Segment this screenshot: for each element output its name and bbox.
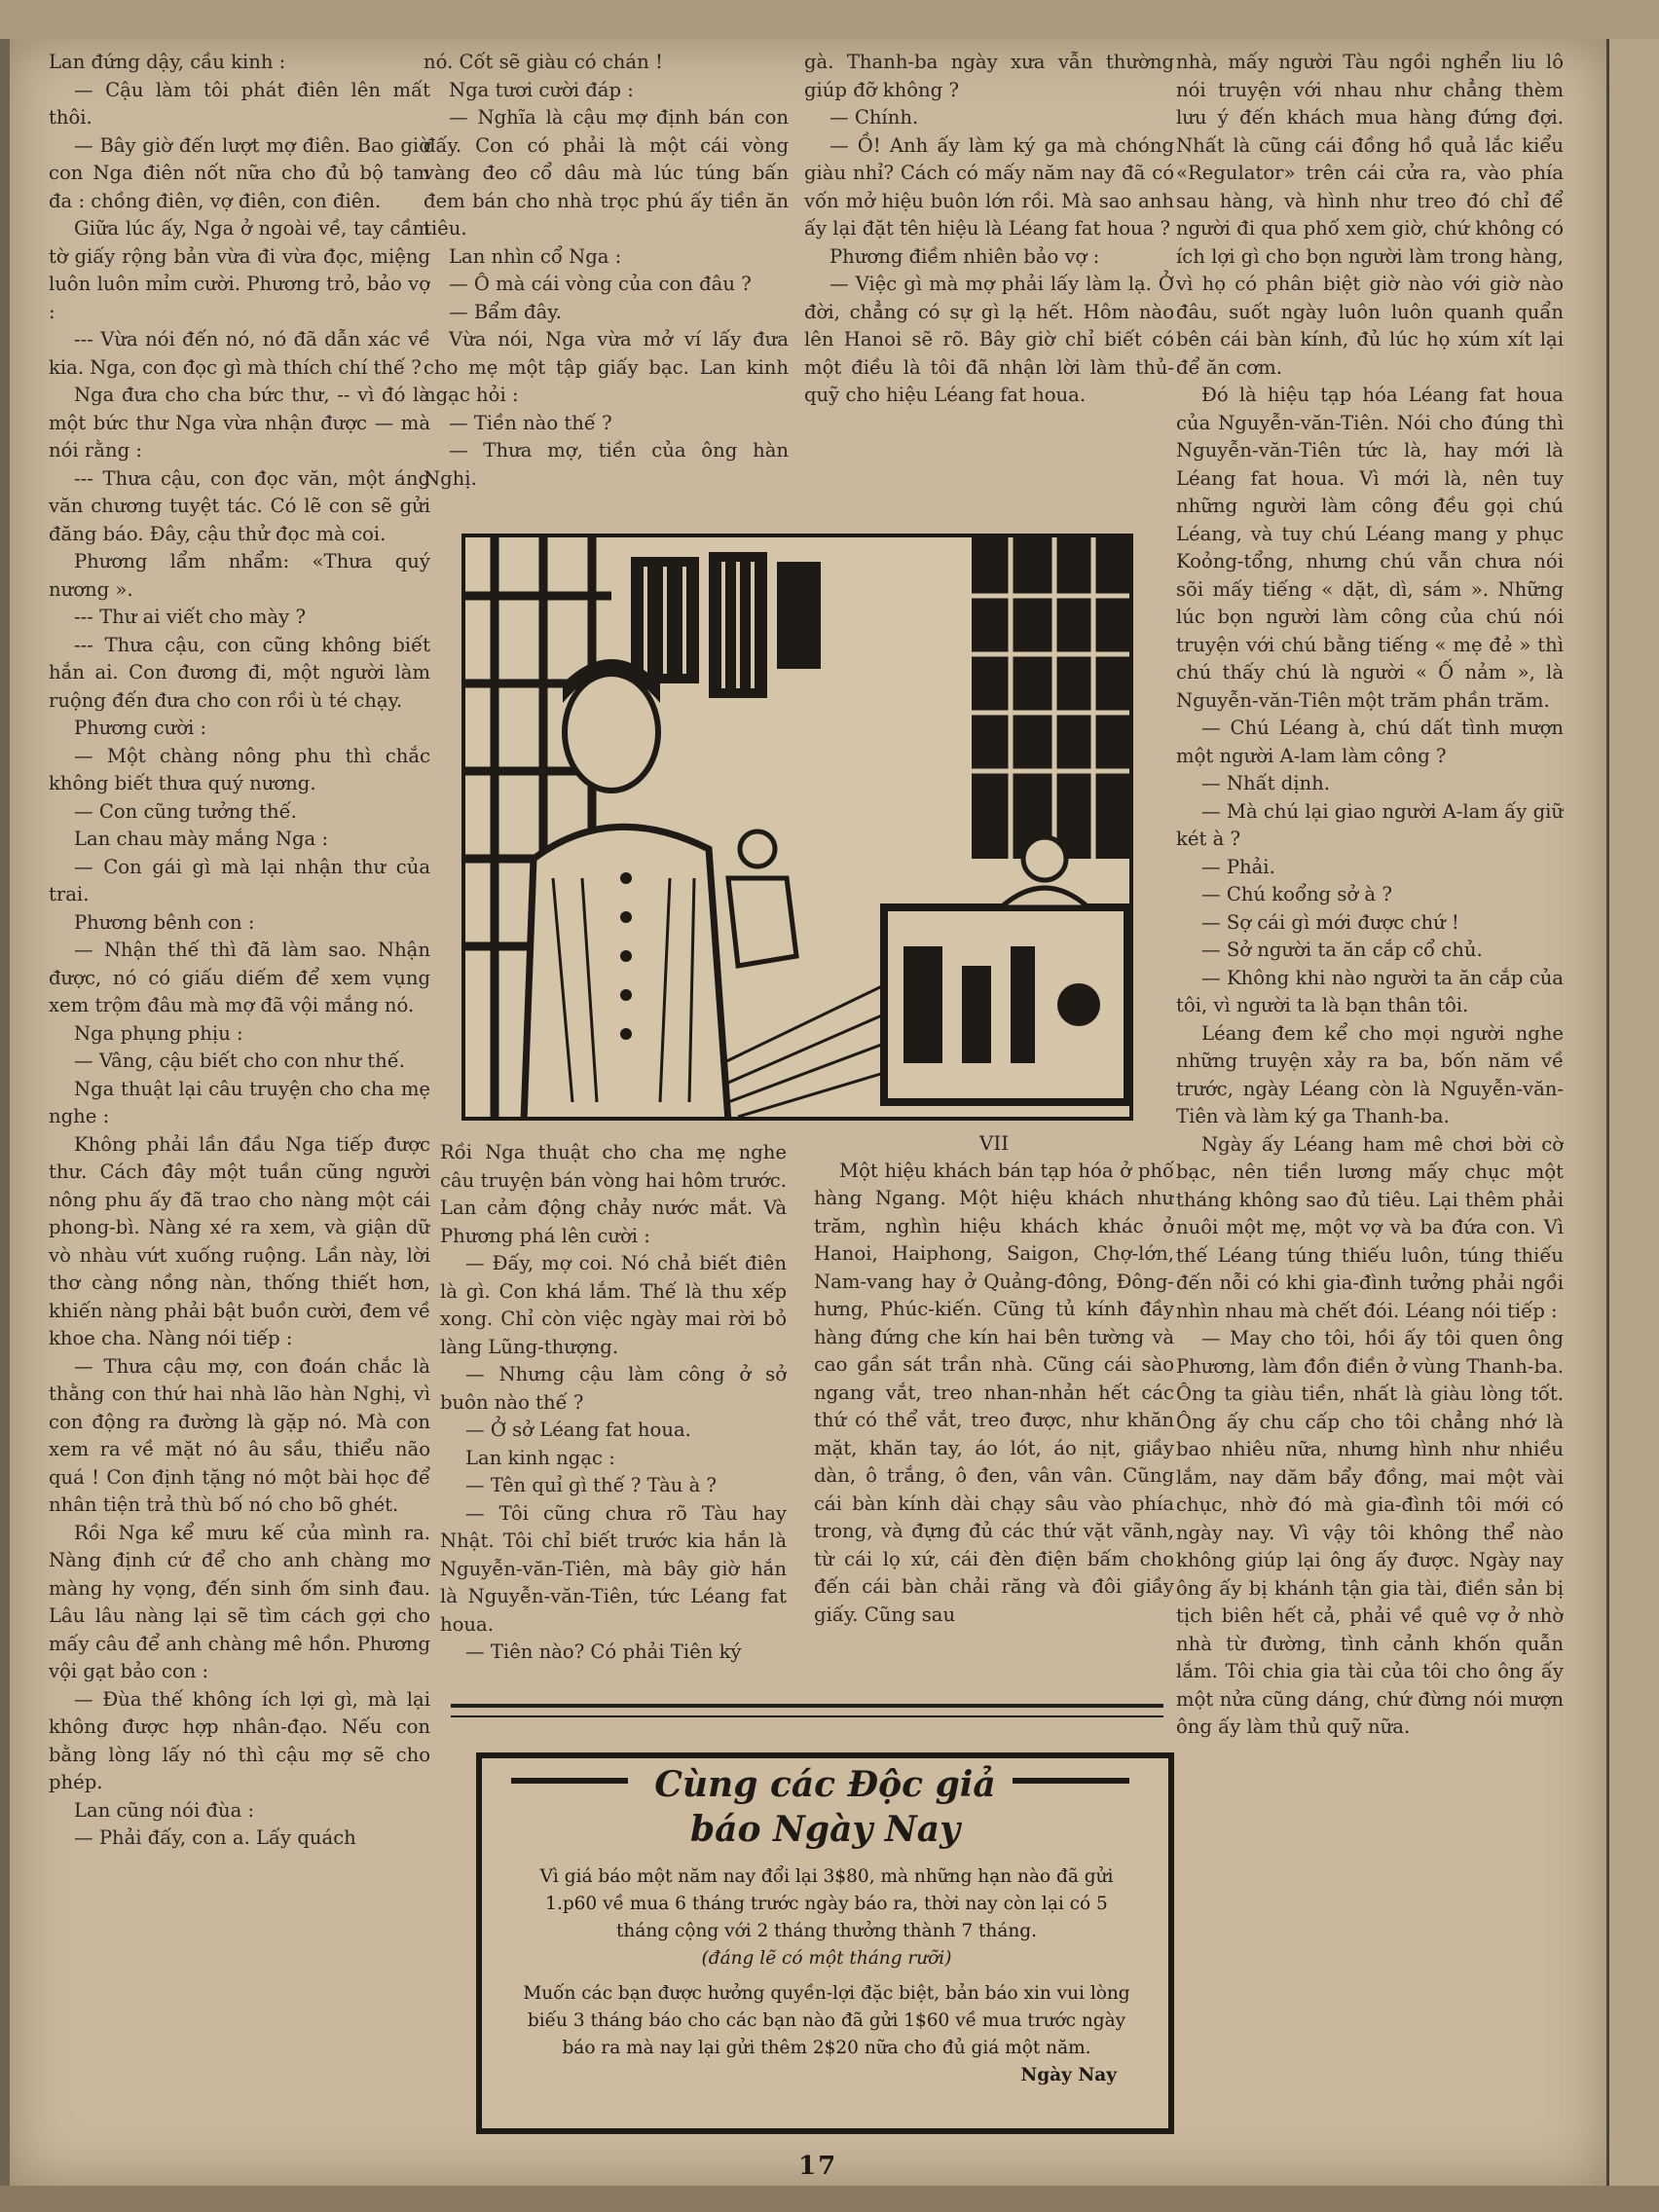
paragraph: --- Vừa nói đến nó, nó đã dẫn xác về kia. Nga, con đọc gì mà thích chí thế ? bbox=[49, 328, 430, 379]
paragraph: Nga tươi cười đáp : bbox=[449, 78, 634, 101]
paragraph: --- Thưa cậu, con đọc văn, một áng văn chương tuyệt tác. Có lẽ con sẽ gửi đăng báo. Đây, cậu thử đọc mà coi. bbox=[49, 466, 430, 545]
paragraph: — Phải đấy, con a. Lấy quách bbox=[74, 1826, 356, 1849]
chapter-heading: VII bbox=[978, 1131, 1010, 1155]
paragraph: Phương lẩm nhẩm: «Thưa quý nương ». bbox=[49, 550, 430, 601]
paragraph: Đó là hiệu tạp hóa Léang fat houa của Nguyễn-văn-Tiên. Nói cho đúng thì Nguyễn-văn-Tiên tức là, hay mới là Léang fat houa. Vì mới là, nên tuy những người làm công đều gọi chú Léang, và tuy chú Léang mang y phục Koỏng-tổng, nhưng chú vẫn chưa nói sõi mấy tiếng « dặt, dì, sám ». Những lúc bọn người làm công của chú nói truyện với chú bằng tiếng « mẹ đẻ » thì chú thấy chú là người « Ố nảm », là Nguyễn-văn-Tiên một trăm phần trăm. bbox=[1176, 384, 1564, 712]
paragraph: — Tôi cũng chưa rõ Tàu hay Nhật. Tôi chỉ biết trước kia hắn là Nguyễn-văn-Tiên, mà bây giờ hắn là Nguyễn-văn-Tiên, tức Léang fat houa. bbox=[440, 1501, 787, 1636]
paragraph: — Nhận thế thì đã làm sao. Nhận được, nó có giấu diếm để xem vụng xem trộm đâu mà mợ đã vội mắng nó. bbox=[49, 939, 430, 1016]
paragraph: — Nghĩa là cậu mợ định bán con đấy. Con có phải là một cái vòng vàng đeo cổ dâu mà lúc túng bấn đem bán cho nhà trọc phú ấy tiền ăn tiêu. bbox=[424, 106, 789, 240]
paragraph: — Bây giờ đến lượt mợ điên. Bao giờ con Nga điên nốt nữa cho đủ bộ tam đa : chồng điên, vợ điên, con điên. bbox=[49, 133, 430, 212]
paragraph: — Không khi nào người ta ăn cắp của tôi, vì người ta là bạn thân tôi. bbox=[1176, 966, 1564, 1016]
page-top-strip bbox=[0, 0, 1659, 39]
article-column-1 bbox=[49, 49, 430, 2142]
shop-woodcut-illustration bbox=[461, 534, 1133, 1121]
paragraph: Lan chau mày mắng Nga : bbox=[74, 828, 329, 850]
paragraph: — Vâng, cậu biết cho con như thế. bbox=[74, 1050, 406, 1072]
page-number: 17 bbox=[798, 2152, 838, 2181]
paragraph: — Một chàng nông phu thì chắc không biết thưa quý nương. bbox=[49, 744, 430, 794]
notice-title-line1: Cùng các Độc giả bbox=[654, 1764, 996, 1805]
paragraph: Rồi Nga kể mưu kế của mình ra. Nàng định cứ để cho anh chàng mơ màng hy vọng, đến sinh ốm sinh đau. Lâu lâu nàng lại sẽ tìm cách gợi cho mấy câu để anh chàng mê hồn. Phương vội gạt bảo con : bbox=[49, 1521, 430, 1682]
paragraph: — Sợ cái gì mới được chứ ! bbox=[1201, 910, 1459, 934]
paragraph: Lan kinh ngạc : bbox=[465, 1446, 615, 1469]
paragraph: Lan nhìn cổ Nga : bbox=[449, 244, 622, 268]
paragraph: — Việc gì mà mợ phải lấy làm lạ. Ở đời, chẳng có sự gì lạ hết. Hôm nào lên Hanoi sẽ rõ. Bây giờ chỉ biết có một điều là tôi đã nhận lời làm thủ-quỹ cho hiệu Léang fat houa. bbox=[804, 273, 1174, 406]
paragraph: Phương bênh con : bbox=[74, 910, 255, 934]
paragraph: — Con gái gì mà lại nhận thư của trai. bbox=[49, 855, 430, 905]
notice-signature: Ngày Nay bbox=[1020, 2065, 1117, 2085]
article-column-2 bbox=[424, 49, 789, 511]
notice-paragraph-2: Muốn các bạn được hưởng quyền-lợi đặc biệt, bản báo xin vui lòng biếu 3 tháng báo cho các bạn nào đã gửi 1$60 về mua trước ngày báo ra mà nay lại gửi thêm 2$20 nữa cho đủ giá một năm. bbox=[523, 1983, 1130, 2058]
paragraph: Phương cười : bbox=[74, 717, 207, 739]
paragraph: --- Thư ai viết cho mày ? bbox=[74, 606, 306, 628]
next-page-edge bbox=[1606, 39, 1659, 2186]
paragraph: — Tiên nào? Có phải Tiên ký bbox=[465, 1641, 742, 1663]
paragraph: — Phải. bbox=[1201, 855, 1275, 878]
paragraph: — Chú koổng sở à ? bbox=[1201, 883, 1392, 905]
article-column-4 bbox=[1176, 49, 1564, 2142]
paragraph: — Thưa mợ, tiền của ông hàn Nghị. bbox=[424, 439, 789, 490]
paragraph: — Tiền nào thế ? bbox=[449, 411, 612, 434]
paragraph: — Chính. bbox=[830, 106, 919, 129]
paragraph: — Nhưng cậu làm công ở sở buôn nào thế ? bbox=[440, 1363, 787, 1414]
page-bottom-edge bbox=[0, 2186, 1659, 2212]
paragraph: — Thưa cậu mợ, con đoán chắc là thằng con thứ hai nhà lão hàn Nghị, vì con động ra đường là gặp nó. Mà con xem ra về mặt nó âu sầu, thiểu não quá ! Con định tặng nó một bài học để nhân tiện trả thù bố nó cho bõ ghét. bbox=[49, 1354, 430, 1516]
paragraph: — Con cũng tưởng thế. bbox=[74, 799, 297, 823]
paragraph: gà. Thanh-ba ngày xưa vẫn thường giúp đỡ không ? bbox=[804, 51, 1174, 101]
paragraph: Vừa nói, Nga vừa mở ví lấy đưa cho mẹ một tập giấy bạc. Lan kinh ngạc hỏi : bbox=[424, 328, 789, 406]
paragraph: — Chú Léang à, chú dất tình mượn một người A-lam làm công ? bbox=[1176, 717, 1564, 767]
paragraph: Ngày ấy Léang ham mê chơi bời cờ bạc, nên tiền lương mấy chục một tháng không sao đủ tiêu. Lại thêm phải nuôi một mẹ, một vợ và ba đứa con. Vì thế Léang túng thiếu luôn, túng thiếu đến nỗi có khi gia-đình tưởng phải ngồi nhìn nhau mà chết đói. Léang nói tiếp : bbox=[1176, 1132, 1564, 1322]
paragraph: — Bẩm đây. bbox=[449, 300, 562, 323]
article-column-6 bbox=[814, 1129, 1174, 1684]
section-divider-rule bbox=[451, 1704, 1163, 1717]
article-column-3 bbox=[804, 49, 1174, 511]
paragraph: — May cho tôi, hồi ấy tôi quen ông Phương, làm đồn điền ở vùng Thanh-ba. Ông ta giàu tiền, nhất là giàu lòng tốt. Ông ấy chu cấp cho tôi chẳng nhớ là bao nhiêu nữa, nhưng hình như nhiều lắm, nay dăm bẩy đồng, mai một vài chục, nhờ đó mà gia-đình tôi mới có ngày nay. Vì vậy tôi không thể nào không giúp lại ông ấy được. Ngày nay ông ấy bị khánh tận gia tài, điền sản bị tịch biên hết cả, phải về quê vợ ở nhờ nhà từ đường, tình cảnh khốn quẫn lắm. Tôi chia gia tài của tôi cho ông ấy một nửa cũng dáng, chứ đừng nói mượn ông ấy làm thủ quỹ nữa. bbox=[1176, 1327, 1564, 1738]
paragraph: Không phải lần đầu Nga tiếp được thư. Cách đây một tuần cũng người nông phu ấy đã trao cho nàng một cái phong-bì. Nàng xé ra xem, và giận dữ vò nhàu vứt xuống ruộng. Lần này, lời thơ càng nồng nàn, thống thiết hơn, khiến nàng phải bật buồn cười, đem về khoe cha. Nàng nói tiếp : bbox=[49, 1132, 430, 1349]
notice-parenthetical: (đáng lẽ có một tháng rưỡi) bbox=[701, 1948, 952, 1969]
paragraph: nó. Cốt sẽ giàu có chán ! bbox=[424, 51, 663, 73]
article-column-5 bbox=[440, 1139, 787, 1684]
paragraph: — Ồ! Anh ấy làm ký ga mà chóng giàu nhỉ? Cách có mấy năm nay đã có vốn mở hiệu buôn lớn rồi. Mà sao anh ấy lại đặt tên hiệu là Léang fat houa ? bbox=[804, 133, 1174, 240]
notice-paragraph-1: Vì giá báo một năm nay đổi lại 3$80, mà những hạn nào đã gửi 1.p60 về mua 6 tháng trước ngày báo ra, thời nay còn lại có 5 tháng cộng với 2 tháng thưởng thành 7 tháng. bbox=[539, 1866, 1114, 1941]
paragraph: — Tên quỉ gì thế ? Tàu à ? bbox=[465, 1474, 718, 1496]
paragraph: Giữa lúc ấy, Nga ở ngoài về, tay cầm tờ giấy rộng bản vừa đi vừa đọc, miệng luôn luôn mỉm cười. Phương trỏ, bảo vợ : bbox=[49, 217, 430, 323]
paragraph: — Ở sở Léang fat houa. bbox=[465, 1419, 691, 1441]
paragraph: Léang đem kể cho mọi người nghe những truyện xảy ra ba, bốn năm về trước, ngày Léang còn là Nguyễn-văn-Tiên và làm ký ga Thanh-ba. bbox=[1176, 1021, 1564, 1127]
reader-notice-box bbox=[476, 1752, 1174, 2134]
notice-title-line2: báo Ngày Nay bbox=[689, 1809, 961, 1850]
paragraph: --- Thưa cậu, con cũng không biết hắn ai. Con đương đi, một người làm ruộng đến đưa cho con rồi ù té chạy. bbox=[49, 633, 430, 712]
paragraph: — Mà chú lại giao người A-lam ấy giữ két à ? bbox=[1176, 799, 1564, 850]
paragraph: nhà, mấy người Tàu ngồi nghển liu lô nói truyện với nhau như chẳng thèm lưu ý đến khách mua hàng đứng đợi. Nhất là cũng cái đồng hồ quả lắc kiểu «Regulator» trên cái cửa ra, vào phía sau hàng, và hình như treo đó chỉ để người đi qua phố xem giờ, chứ không có ích lợi gì cho bọn người làm trong hàng, vì họ có phân biệt giờ nào với giờ nào đâu, suốt ngày luôn luôn quanh quẩn bên cái bàn kính, đủ lúc họ xúm xít lại để ăn cơm. bbox=[1176, 51, 1564, 379]
paragraph: — Sở người ta ăn cắp cổ chủ. bbox=[1201, 939, 1483, 961]
paragraph: Lan đứng dậy, cầu kinh : bbox=[49, 51, 286, 73]
paragraph: — Đùa thế không ích lợi gì, mà lại không được hợp nhân-đạo. Nếu con bằng lòng lấy nó thì cậu mợ sẽ cho phép. bbox=[49, 1687, 430, 1793]
notice-body bbox=[517, 1863, 1136, 2089]
woodcut-drawing bbox=[465, 537, 1129, 1117]
paragraph: — Nhất dịnh. bbox=[1201, 772, 1330, 794]
paragraph: Nga đưa cho cha bức thư, -- vì đó là một bức thư Nga vừa nhận được — mà nói rằng : bbox=[49, 384, 430, 461]
paragraph: — Đấy, mợ coi. Nó chả biết điên là gì. Con khá lắm. Thế là thu xếp xong. Chỉ còn việc ngày mai rời bỏ làng Lũng-thượng. bbox=[440, 1252, 787, 1358]
paragraph: Lan cũng nói đùa : bbox=[74, 1798, 255, 1822]
paragraph: Phương điềm nhiên bảo vợ : bbox=[830, 244, 1100, 268]
paragraph: Một hiệu khách bán tạp hóa ở phố hàng Ngang. Một hiệu khách như trăm, nghìn hiệu khách khác ở Hanoi, Haiphong, Saigon, Chợ-lớn, Nam-vang hay ở Quảng-đông, Đông-hưng, Phúc-kiến. Cũng tủ kính đầy hàng đứng che kín hai bên tường và cao gần sát trần nhà. Cũng cái sào ngang vắt, treo nhan-nhản hết các thứ có thể vắt, treo được, như khăn mặt, khăn tay, áo lót, áo nịt, giầy dàn, ô trắng, ô đen, vân vân. Cũng cái bàn kính dài chạy sâu vào phía trong, và đựng đủ các thứ vặt vãnh, từ cái lọ xứ, cái đèn điện bấm cho đến cái bàn chải răng và đôi giầy giấy. Cũng sau bbox=[814, 1159, 1174, 1626]
paragraph: — Cậu làm tôi phát điên lên mất thôi. bbox=[49, 78, 430, 129]
paragraph: Nga thuật lại câu truyện cho cha mẹ nghe : bbox=[49, 1077, 430, 1127]
paragraph: Nga phụng phịu : bbox=[74, 1021, 243, 1045]
paragraph: Rồi Nga thuật cho cha mẹ nghe câu truyện bán vòng hai hôm trước. Lan cảm động chảy nước mắt. Và Phương phá lên cười : bbox=[440, 1141, 787, 1247]
paragraph: — Ô mà cái vòng của con đâu ? bbox=[449, 273, 752, 295]
